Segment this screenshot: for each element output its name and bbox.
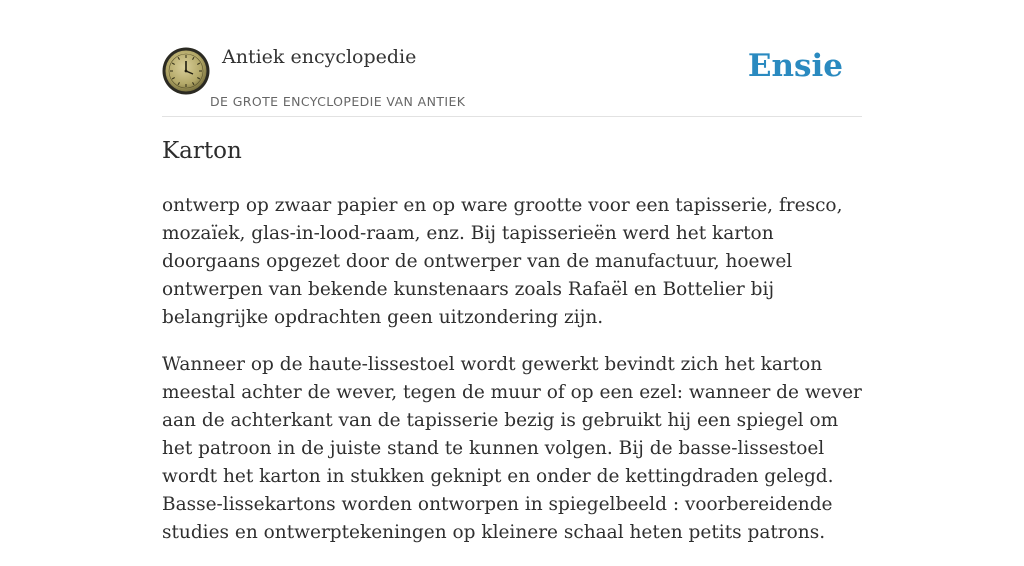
article-paragraph: ontwerp op zwaar papier en op ware grootte voor een tapisserie, fresco, mozaïek, glas-in-lood-raam, enz. Bij tapisserieën werd het karton doorgaans opgezet door de ontwerper van de manufactuur, hoewel ontwerpen van bekende kunstenaars zoals Rafaël en Bottelier bij belangrijke opdrachten geen uitzondering zijn.: [162, 195, 843, 328]
article-paragraph: Wanneer op de haute-lissestoel wordt gewerkt bevindt zich het karton meestal achter de wever, tegen de muur of op een ezel: wanneer de wever aan de achterkant van de tapisserie bezig is gebruikt hij een spiegel om het patroon in de juiste stand te kunnen volgen. Bij de basse-lissestoel wordt het karton in stukken geknipt en onder de kettingdraden gelegd. Basse-lissekartons worden ontworpen in spiegelbeeld : voorbereidende studies en ontwerptekeningen op kleinere schaal heten petits patrons.: [162, 354, 862, 543]
ensie-logo-link[interactable]: Ensie: [747, 48, 843, 84]
antique-clock-icon[interactable]: [162, 47, 210, 95]
site-title[interactable]: Antiek encyclopedie: [222, 46, 417, 68]
page-title: Karton: [162, 138, 242, 164]
site-header: [162, 44, 862, 117]
article-body: [162, 192, 866, 566]
site-subtitle: DE GROTE ENCYCLOPEDIE VAN ANTIEK: [210, 94, 466, 109]
